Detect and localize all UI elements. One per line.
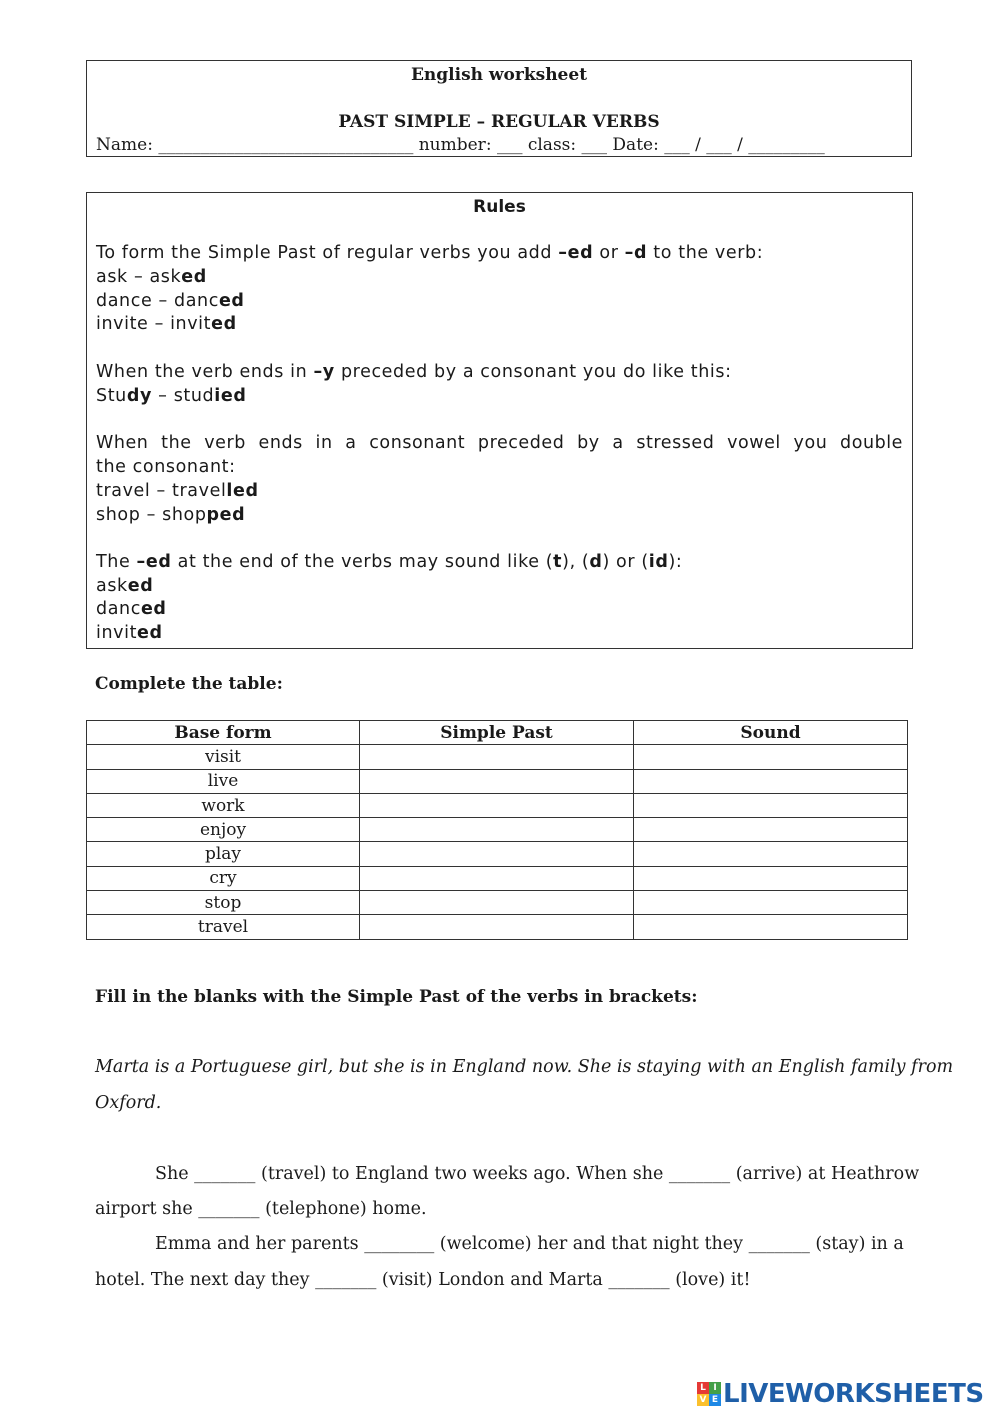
student-info-line: Name: ______________________________ number: ___ class: ___ Date: ___ / ___ / _________ bbox=[96, 135, 825, 155]
rule-2-example: Study – studied bbox=[96, 386, 247, 406]
rule-4-intro: The –ed at the end of the verbs may sound like (t), (d) or (id): bbox=[96, 552, 683, 572]
table-row bbox=[87, 866, 908, 890]
rule-3-example: shop – shopped bbox=[96, 505, 246, 525]
column-header-simple-past: Simple Past bbox=[360, 721, 634, 745]
rules-box bbox=[86, 192, 913, 649]
worksheet-header bbox=[86, 60, 912, 157]
verb-table bbox=[86, 720, 908, 940]
rules-title: Rules bbox=[473, 197, 526, 217]
sound-answer-cell[interactable] bbox=[634, 818, 908, 842]
table-row bbox=[87, 842, 908, 866]
table-row bbox=[87, 769, 908, 793]
simple-past-answer-cell[interactable] bbox=[360, 745, 634, 769]
worksheet-subtitle: PAST SIMPLE – REGULAR VERBS bbox=[338, 112, 660, 132]
story-paragraph[interactable]: airport she _______ (telephone) home. bbox=[95, 1199, 427, 1219]
table-row bbox=[87, 745, 908, 769]
simple-past-answer-cell[interactable] bbox=[360, 915, 634, 939]
sound-answer-cell[interactable] bbox=[634, 891, 908, 915]
base-form-cell: enjoy bbox=[87, 818, 360, 842]
simple-past-answer-cell[interactable] bbox=[360, 769, 634, 793]
base-form-cell: work bbox=[87, 793, 360, 817]
rule-4-example: danced bbox=[96, 599, 167, 619]
sound-answer-cell[interactable] bbox=[634, 842, 908, 866]
rule-1-example: ask – asked bbox=[96, 267, 207, 287]
sound-answer-cell[interactable] bbox=[634, 745, 908, 769]
fill-heading: Fill in the blanks with the Simple Past of the verbs in brackets: bbox=[95, 987, 698, 1007]
logo-wordmark: LIVEWORKSHEETS bbox=[723, 1379, 984, 1409]
rule-1-example: dance – danced bbox=[96, 291, 245, 311]
liveworksheets-logo bbox=[697, 1376, 984, 1412]
table-header-row bbox=[87, 721, 908, 745]
base-form-cell: visit bbox=[87, 745, 360, 769]
story-paragraph[interactable]: She _______ (travel) to England two weeks ago. When she _______ (arrive) at Heathrow bbox=[155, 1164, 920, 1184]
sound-answer-cell[interactable] bbox=[634, 915, 908, 939]
base-form-cell: play bbox=[87, 842, 360, 866]
story-intro: Oxford. bbox=[95, 1093, 162, 1113]
simple-past-answer-cell[interactable] bbox=[360, 866, 634, 890]
column-header-base-form: Base form bbox=[87, 721, 360, 745]
simple-past-answer-cell[interactable] bbox=[360, 793, 634, 817]
simple-past-answer-cell[interactable] bbox=[360, 842, 634, 866]
table-row bbox=[87, 793, 908, 817]
table-row bbox=[87, 891, 908, 915]
rule-2-intro: When the verb ends in –y preceded by a consonant you do like this: bbox=[96, 362, 732, 382]
story-paragraph[interactable]: hotel. The next day they _______ (visit) London and Marta _______ (love) it! bbox=[95, 1270, 751, 1290]
simple-past-answer-cell[interactable] bbox=[360, 891, 634, 915]
sound-answer-cell[interactable] bbox=[634, 769, 908, 793]
base-form-cell: travel bbox=[87, 915, 360, 939]
worksheet-title: English worksheet bbox=[410, 65, 588, 85]
table-row bbox=[87, 915, 908, 939]
base-form-cell: cry bbox=[87, 866, 360, 890]
base-form-cell: stop bbox=[87, 891, 360, 915]
column-header-sound: Sound bbox=[634, 721, 908, 745]
rule-4-example: asked bbox=[96, 576, 154, 596]
rule-3-text: the consonant: bbox=[96, 457, 236, 477]
sound-answer-cell[interactable] bbox=[634, 866, 908, 890]
table-heading: Complete the table: bbox=[95, 674, 283, 694]
story-paragraph[interactable]: Emma and her parents ________ (welcome) her and that night they _______ (stay) in a bbox=[155, 1234, 904, 1254]
rule-3-text: When the verb ends in a consonant preceded by a stressed vowel you double bbox=[96, 433, 903, 453]
base-form-cell: live bbox=[87, 769, 360, 793]
sound-answer-cell[interactable] bbox=[634, 793, 908, 817]
table-row bbox=[87, 818, 908, 842]
rule-3-example: travel – travelled bbox=[96, 481, 259, 501]
rule-1-example: invite – invited bbox=[96, 314, 237, 334]
story-intro: Marta is a Portuguese girl, but she is in England now. She is staying with an English family from bbox=[95, 1057, 954, 1077]
simple-past-answer-cell[interactable] bbox=[360, 818, 634, 842]
rule-1-intro: To form the Simple Past of regular verbs you add –ed or –d to the verb: bbox=[96, 243, 764, 263]
rule-4-example: invited bbox=[96, 623, 163, 643]
logo-mark-icon: L I V E bbox=[697, 1382, 721, 1406]
